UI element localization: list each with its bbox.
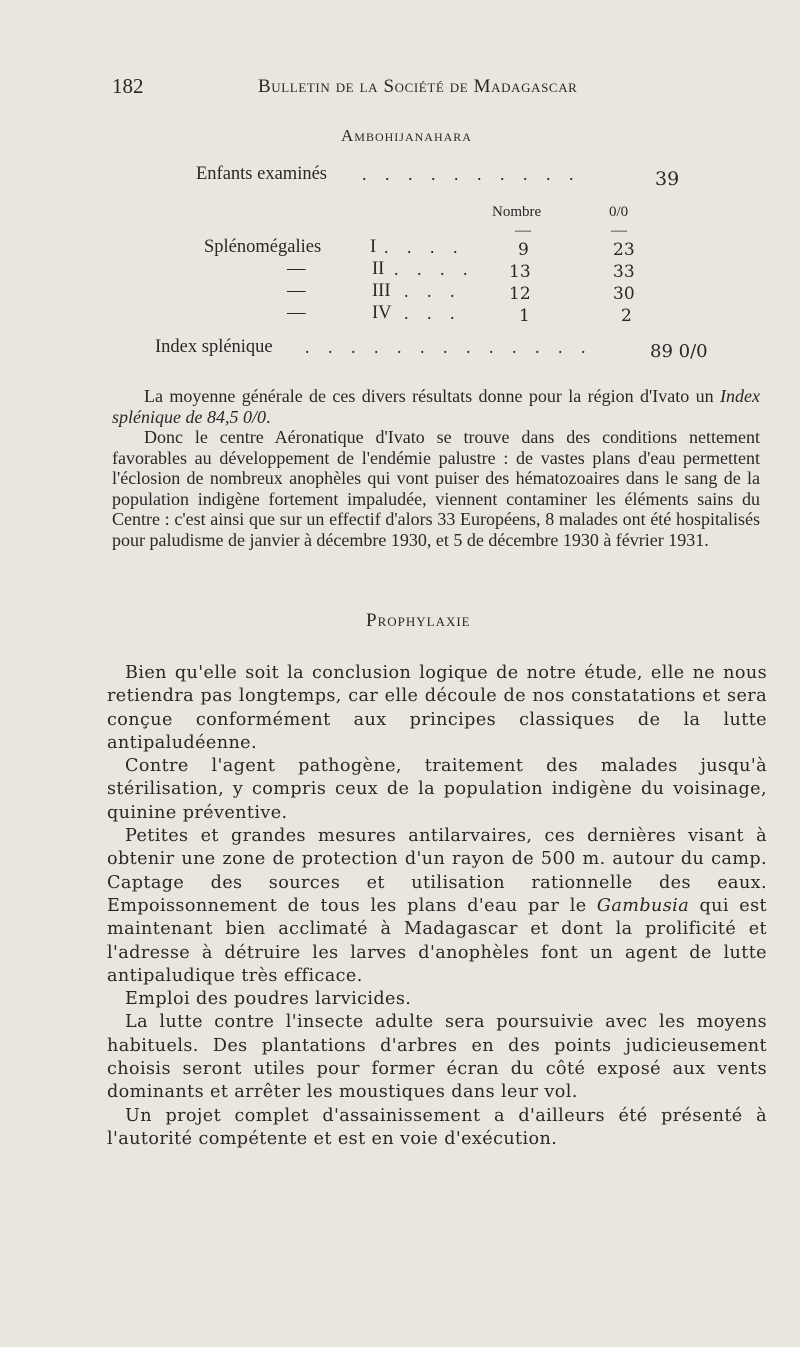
leader-dots: . . . .	[384, 237, 465, 257]
table-row-count: 12	[509, 284, 531, 304]
leader-dots: . . . . . . . . . .	[362, 164, 581, 184]
table-row-percent: 23	[613, 240, 635, 260]
table-row-percent: 30	[613, 284, 635, 304]
leader-dots: . . . .	[394, 259, 475, 279]
table-row-prefix: —	[287, 259, 306, 279]
table-row-prefix: Splénomégalies	[204, 237, 322, 257]
paragraph-block-results	[112, 386, 760, 550]
leader-dots: . . .	[404, 303, 462, 323]
examined-value: 39	[655, 168, 680, 190]
table-row-grade: I	[370, 237, 377, 257]
examined-label: Enfants examinés	[196, 164, 327, 184]
column-header-percent: 0/0	[609, 204, 629, 220]
table-row-percent: 2	[621, 306, 632, 326]
table-row-grade: II	[372, 259, 385, 279]
paragraph: La lutte contre l'insecte adulte sera poursuivie avec les moyens habituels. Des plantations d'arbres en des points judicieusement choisis seront utiles pour former écran du côté exposé aux vents dominants et arrêter les moustiques dans leur vol.	[107, 1012, 767, 1103]
running-header: Bulletin de la Société de Madagascar	[258, 76, 578, 97]
paragraph-block-prophylaxie	[107, 662, 767, 1151]
table-row-prefix: —	[287, 303, 306, 323]
paragraph: Bien qu'elle soit la conclusion logique de notre étude, elle ne nous retiendra pas longtemps, car elle découle de nos constatations et sera conçue conformément aux principes classiques de la lutte antipaludéenne.	[107, 663, 767, 753]
table-row-percent: 33	[613, 262, 635, 282]
column-rule-percent: —	[611, 222, 627, 239]
leader-dots: . . . . . . . . . . . . .	[305, 337, 593, 357]
index-value: 89 0/0	[650, 341, 708, 362]
section-title-prophylaxie: Prophylaxie	[366, 610, 471, 631]
column-rule-count: —	[515, 222, 531, 239]
paragraph-text: Petites et grandes mesures antilarvaires, ces dernières visant à obtenir une zone de protection d'un rayon de 500 m. autour du camp. Captage des sources et utilisation rationnelle des eaux. Empoissonnement de tous les plans d'eau par le	[107, 826, 767, 916]
table-row-grade: IV	[372, 303, 392, 323]
paragraph-text: La moyenne générale de ces divers résultats donne pour la région d'Ivato un	[144, 386, 721, 406]
table-row-count: 13	[509, 262, 531, 282]
section-title-ambohijanahara: Ambohijanahara	[341, 126, 472, 145]
index-label: Index splénique	[155, 337, 273, 357]
paragraph	[112, 386, 760, 427]
page-number: 182	[112, 74, 144, 98]
paragraph-text: .	[265, 406, 271, 427]
paragraph	[107, 825, 767, 988]
paragraph: Contre l'agent pathogène, traitement des malades jusqu'à stérilisation, y compris ceux de la population indigène du voisinage, quinine préventive.	[107, 756, 767, 823]
table-row-prefix: —	[287, 281, 306, 301]
column-header-count: Nombre	[492, 204, 542, 220]
table-row-count: 1	[519, 306, 530, 326]
paragraph: Emploi des poudres larvicides.	[125, 989, 412, 1010]
leader-dots: . . .	[404, 281, 462, 301]
paragraph: Donc le centre Aéronatique d'Ivato se trouve dans des conditions nettement favorables au développement de l'endémie palustre : de vastes plans d'eau permettent l'éclosion de nombreux anophèles qui vont puiser des hématozoaires dans le sang de la population indigène fortement impaludée, viennent contaminer les éléments sains du Centre : c'est ainsi que sur un effectif d'alors 33 Européens, 8 malades ont été hospitalisés pour paludisme de janvier à décembre 1930, et 5 de décembre 1930 à février 1931.	[112, 427, 760, 550]
emphasis-text: Index splénique de 84,5 0/0	[112, 386, 760, 427]
paragraph: Un projet complet d'assainissement a d'ailleurs été présenté à l'autorité compétente et est en voie d'exécution.	[107, 1105, 767, 1149]
emphasis-text: Gambusia	[596, 895, 690, 916]
paragraph-text: qui est maintenant bien acclimaté à Madagascar et dont la prolificité et l'adresse à détruire les larves d'anophèles font un agent de lutte antipaludique très efficace.	[107, 895, 767, 986]
table-row-count: 9	[518, 240, 529, 260]
table-row-grade: III	[372, 281, 391, 301]
